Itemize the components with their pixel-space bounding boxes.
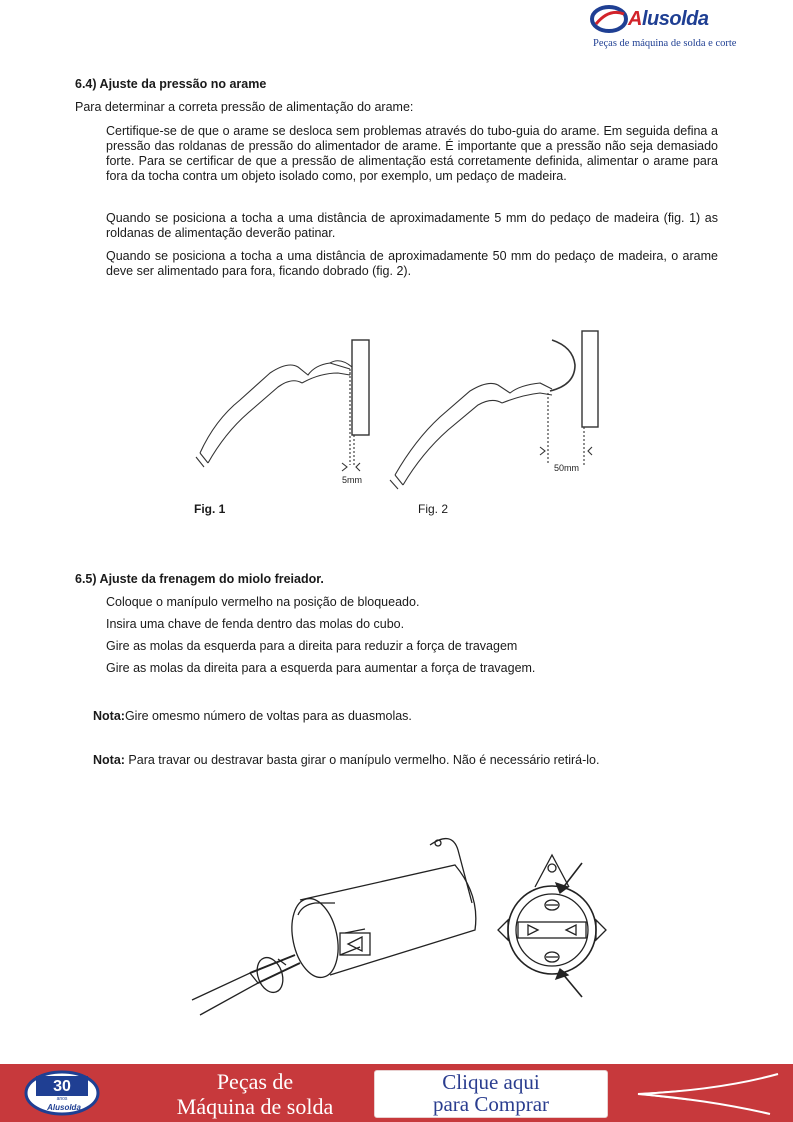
fig1-distance-label: 5mm [342, 475, 362, 485]
section-65-title: 6.5) Ajuste da frenagem do miolo freiador. [75, 572, 324, 586]
section-65-step: Gire as molas da direita para a esquerda para aumentar a força de travagem. [106, 661, 536, 675]
footer-promo-text [135, 1069, 375, 1119]
logo-tagline: Peças de máquina de solda e corte [593, 38, 737, 49]
buy-button-line2: para Comprar [432, 1092, 550, 1116]
footer-banner [0, 1064, 793, 1122]
fig2-caption: Fig. 2 [418, 502, 449, 516]
fig1-caption: Fig. 1 [194, 502, 226, 516]
note-2-text: Para travar ou destravar basta girar o manípulo vermelho. Não é necessário retirá-lo. [124, 753, 600, 767]
note-2 [93, 753, 599, 768]
footer-text-line1: Peças de [216, 1069, 294, 1094]
section-65-step: Coloque o manípulo vermelho na posição de bloqueado. [106, 595, 420, 609]
buy-button-line1: Clique aqui [442, 1070, 540, 1094]
section-65-step: Gire as molas da esquerda para a direita para reduzir a força de travagem [106, 639, 518, 653]
alusolda-swoosh-icon [590, 4, 628, 36]
fig2-distance-label: 50mm [554, 463, 580, 473]
note-1 [93, 709, 412, 724]
badge-brand: Alusolda [47, 1103, 81, 1112]
section-64-paragraph: Certifique-se de que o arame se desloca sem problemas através do tubo-guia do arame. Em seguida defina a pressão das roldanas de pressão do alimentador de arame. É importante que a pressão não seja demasiado forte. Para se certificar de que a pressão de alimentação está corretamente definida, alimentar o arame para fora da tocha contra um objeto isolado como, por exemplo, um pedaço de madeira. [106, 124, 718, 183]
note-1-text: Gire omesmo número de voltas para as duasmolas. [124, 709, 412, 723]
section-64-paragraph: Quando se posiciona a tocha a uma distância de aproximadamente 5 mm do pedaço de madeira (fig. 1) as roldanas de alimentação deverão patinar. [106, 211, 718, 240]
badge-word: anos [56, 1096, 68, 1102]
logo-wordmark: Alusolda [628, 8, 709, 30]
badge-number: 30 [53, 1078, 71, 1095]
badge-shape-icon [20, 1070, 104, 1116]
note-2-label: Nota: [93, 753, 125, 767]
anniversary-badge [20, 1070, 104, 1116]
brake-hub-illustration [190, 825, 620, 1025]
section-64-title: 6.4) Ajuste da pressão no arame [75, 77, 267, 91]
section-64-paragraph: Quando se posiciona a tocha a uma distância de aproximadamente 50 mm do pedaço de madeira, o arame deve ser alimentado para fora, ficando dobrado (fig. 2). [106, 249, 718, 278]
note-1-label: Nota: [93, 709, 125, 723]
brand-logo [588, 2, 738, 54]
torch-figures-illustration [190, 325, 610, 495]
section-64-intro: Para determinar a correta pressão de alimentação do arame: [75, 100, 414, 114]
buy-button[interactable] [374, 1070, 608, 1118]
footer-text-line2: Máquina de solda [176, 1094, 334, 1119]
section-65-step: Insira uma chave de fenda dentro das molas do cubo. [106, 617, 405, 631]
pointer-arrow-icon [630, 1070, 780, 1116]
